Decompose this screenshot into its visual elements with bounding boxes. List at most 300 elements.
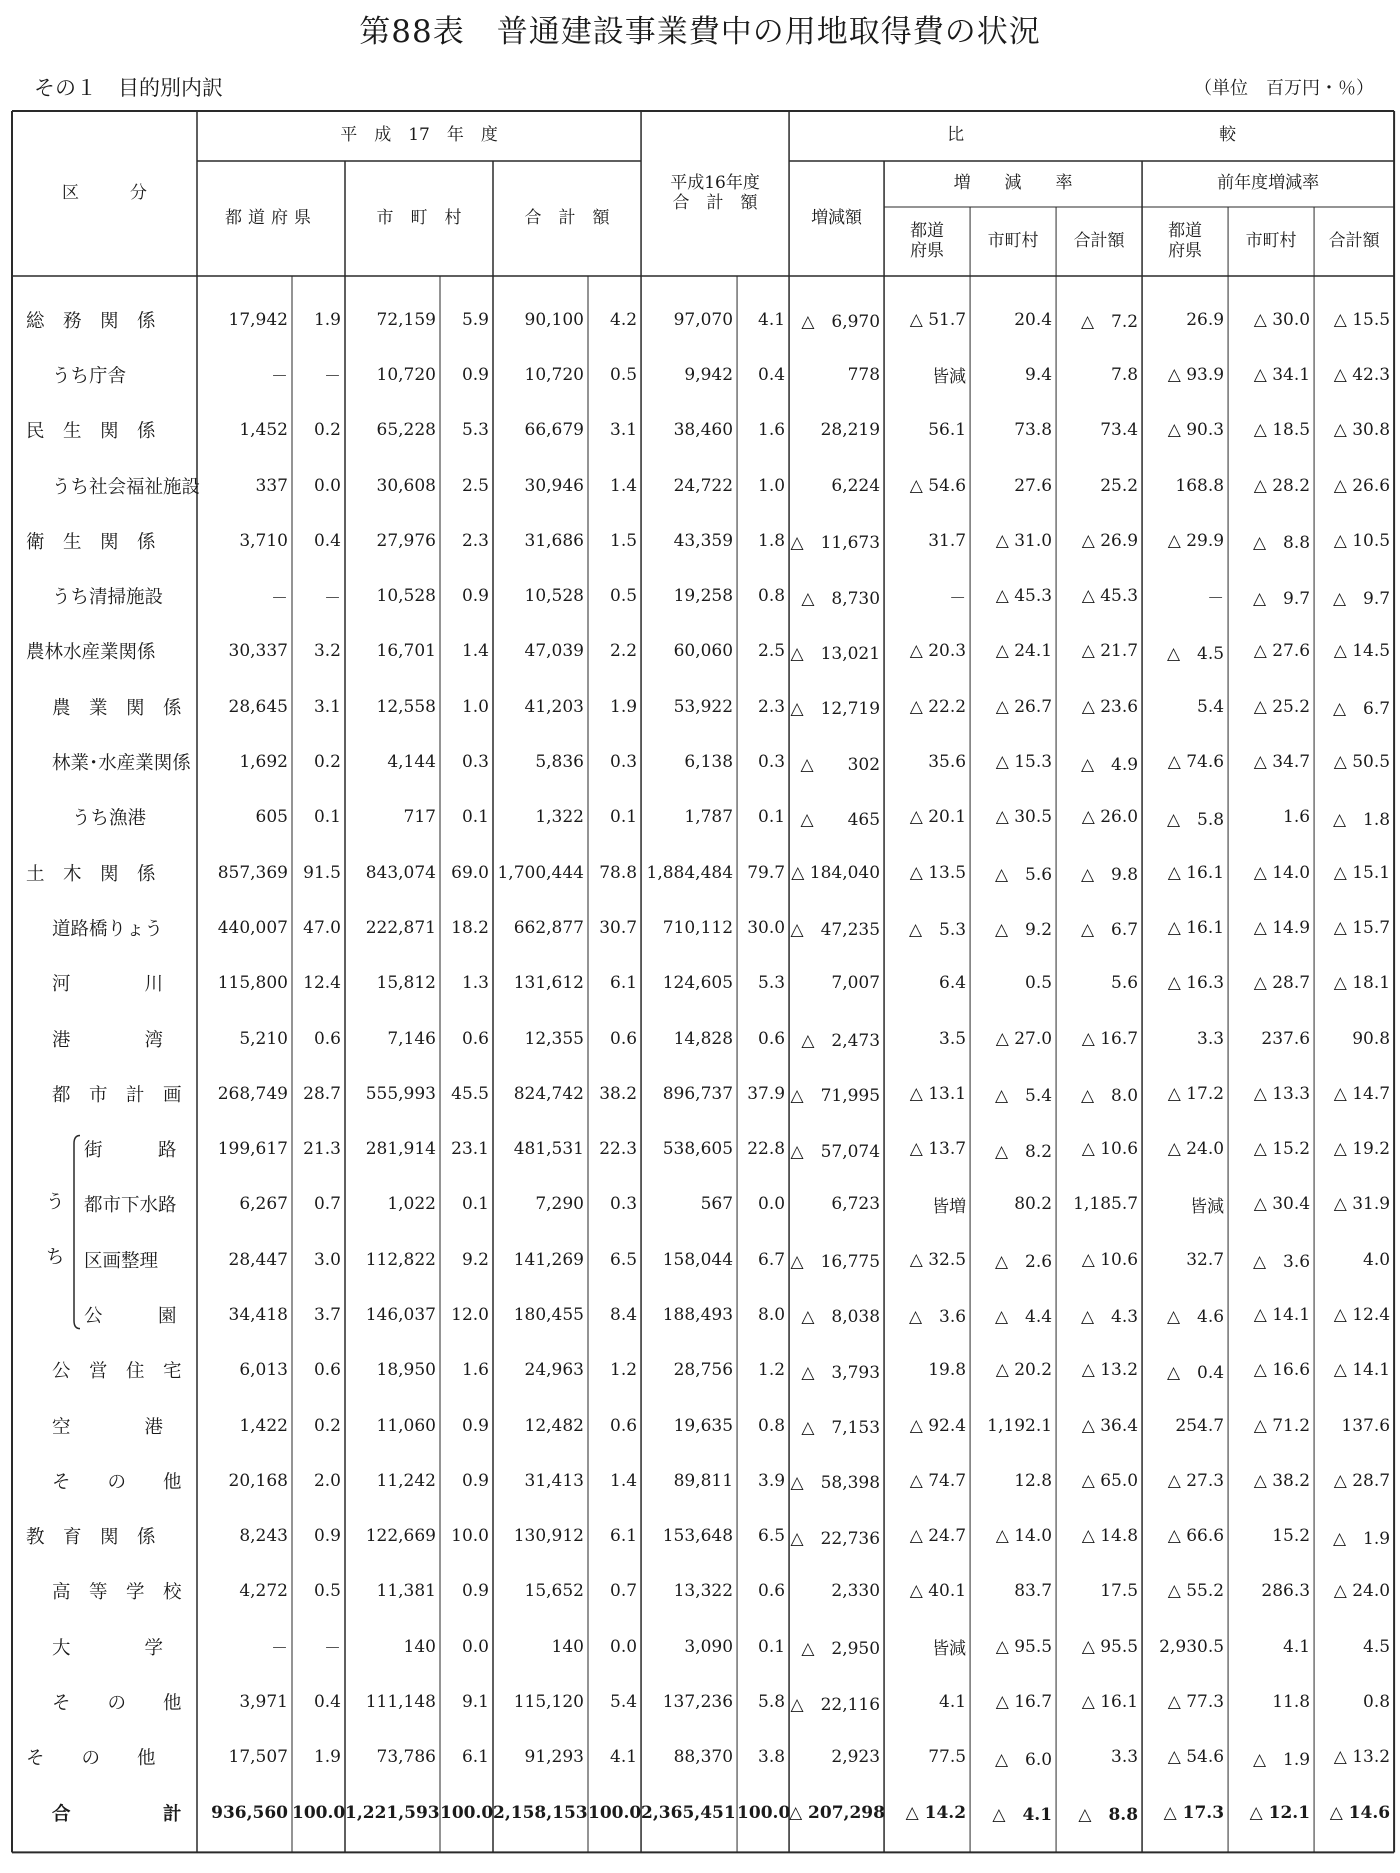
cell: △ 95.5 [995,1636,1053,1657]
cell: △ 12,719 [790,699,881,720]
cell: △ 92.4 [909,1415,967,1436]
cell: 31,413 [524,1470,584,1491]
row-label: 都 市 計 画 [52,1084,182,1106]
cell: △ 90.3 [1167,420,1225,441]
cell: 1.4 [610,1470,638,1491]
cell: △ 15.5 [1333,309,1391,330]
cell: △ 14.7 [1333,1083,1391,1104]
row-label: うち社会福祉施設 [52,476,201,498]
cell: 10,528 [376,586,436,607]
cell: 47.0 [303,917,341,938]
cell: 6,723 [831,1194,881,1215]
table-row [12,900,1394,955]
table-row [12,679,1394,734]
cell: △ 30.5 [995,807,1053,828]
cell: 5,210 [239,1028,288,1049]
cell: △ 9.7 [1252,588,1311,609]
cell: △ 9.2 [994,920,1053,941]
cell: △ 5.4 [994,1086,1053,1107]
cell: 25.2 [1100,475,1139,496]
cell: 3.3 [1197,1028,1225,1049]
cell: 28,756 [673,1360,734,1381]
header-sub-gokei-2: 合計額 [1328,230,1380,251]
cell: △ 31.0 [995,530,1053,551]
cell: 65,228 [376,420,436,441]
cell: 9.2 [461,1249,489,1270]
cell: 254.7 [1175,1415,1225,1436]
cell: △ 14.0 [1253,862,1311,883]
cell: △ 65.0 [1081,1470,1139,1491]
cell: △ 184,040 [791,862,881,883]
table-row [12,1398,1394,1453]
cell: 1.6 [758,420,786,441]
cell: △ 45.3 [1081,586,1139,607]
cell: 555,993 [365,1083,436,1104]
row-label: 民 生 関 係 [26,421,156,443]
cell: △ 16.1 [1167,862,1225,883]
cell: 5,836 [535,752,584,773]
cell: △ 27.6 [1253,641,1311,662]
cell: － [1207,588,1225,609]
cell: △ 3.6 [908,1307,967,1328]
cell: △ 28.2 [1253,475,1311,496]
cell: 158,044 [662,1249,734,1270]
cell: 2.3 [758,696,786,717]
cell: 2.5 [461,475,489,496]
cell: △ 17.2 [1167,1083,1225,1104]
cell: 1.2 [610,1360,638,1381]
cell: 115,120 [513,1692,584,1713]
table-row [12,403,1394,458]
cell: △ 5.8 [1166,809,1225,830]
row-label: 教 育 関 係 [26,1527,156,1549]
cell: 0.9 [461,364,489,385]
row-label: 林業･水産業関係 [52,753,191,775]
cell: 1,422 [239,1415,288,1436]
cell: 7,146 [387,1028,436,1049]
cell: 28,645 [228,696,288,717]
cell: △ 26.0 [1081,807,1139,828]
table-row [12,1066,1394,1121]
row-label: 高 等 学 校 [52,1582,182,1604]
cell: △ 95.5 [1081,1636,1139,1657]
cell: 22.8 [747,1139,786,1160]
cell: △ 57,074 [790,1141,881,1162]
cell: 122,669 [365,1526,436,1547]
cell: 0.1 [610,807,638,828]
cell: 0.9 [461,1581,489,1602]
cell: △ 31.9 [1333,1194,1391,1215]
cell: 440,007 [217,917,288,938]
cell: △ 22.2 [909,696,967,717]
cell: 100.0 [440,1802,494,1823]
cell: △ 10.6 [1081,1249,1139,1270]
cell: △ 13.3 [1253,1083,1311,1104]
cell: 11.8 [1272,1692,1311,1713]
cell: 0.9 [461,586,489,607]
cell: △ 8.2 [994,1141,1053,1162]
cell: 268,749 [217,1083,288,1104]
cell: 137.6 [1341,1415,1391,1436]
cell: 1.6 [1283,807,1311,828]
cell: 20.4 [1014,309,1053,330]
table-row [12,734,1394,789]
cell: △ 3.6 [1252,1252,1311,1273]
cell: 皆増 [932,1196,967,1217]
cell: △ 16.7 [1081,1028,1139,1049]
cell: 0.2 [313,1415,341,1436]
cell: 4.5 [1363,1636,1391,1657]
cell: △ 207,298 [789,1802,885,1823]
cell: △ 14.6 [1329,1802,1391,1823]
cell: △ 21.7 [1081,641,1139,662]
cell: 12.8 [1014,1470,1053,1491]
cell: △ 16.7 [995,1692,1053,1713]
cell: △ 4.5 [1166,643,1225,664]
cell: 1,452 [239,420,288,441]
cell: 10.0 [451,1526,489,1547]
cell: △ 30.8 [1333,420,1391,441]
cell: 3.5 [939,1028,967,1049]
table-row [12,956,1394,1011]
cell: △ 28.7 [1253,973,1311,994]
cell: 857,369 [217,862,288,883]
header-zogengaku: 増減額 [811,207,863,228]
cell: △ 29.9 [1167,530,1225,551]
cell: △ 34.7 [1253,752,1311,773]
cell: 77.5 [928,1747,967,1768]
cell: 0.4 [313,530,341,551]
cell: △ 34.1 [1253,364,1311,385]
cell: △ 16.3 [1167,973,1225,994]
cell: 3,090 [684,1636,734,1657]
cell: △ 8,038 [801,1307,881,1328]
cell: 19,635 [673,1415,734,1436]
cell: △ 2.6 [994,1252,1053,1273]
cell: △ 22,116 [790,1694,881,1715]
cell: 100.0 [588,1802,642,1823]
cell: 0.2 [313,752,341,773]
cell: 0.0 [610,1636,638,1657]
cell: 6,267 [239,1194,288,1215]
row-label: うち漁港 [72,808,147,830]
cell: 1,692 [239,752,288,773]
cell: 0.8 [758,586,786,607]
cell: 2.3 [461,530,489,551]
cell: 4.1 [939,1692,967,1713]
cell: 4.1 [758,309,786,330]
cell: 180,455 [513,1304,584,1325]
cell: 34,418 [228,1304,288,1325]
header-h17: 平 成 17 年 度 [340,125,498,146]
row-label: 公 営 住 宅 [52,1361,182,1383]
cell: 0.4 [313,1692,341,1713]
row-label: 区画整理 [84,1250,159,1272]
cell: 1.4 [610,475,638,496]
cell: 824,742 [513,1083,584,1104]
cell: 30,608 [376,475,436,496]
cell: △ 51.7 [909,309,967,330]
cell: 1,787 [684,807,734,828]
row-label: 都市下水路 [84,1195,177,1217]
header-sub-todofuken-2: 都道 府県 [1168,220,1203,261]
table-body [12,276,1394,1852]
cell: 12.4 [303,973,341,994]
cell: 79.7 [747,862,786,883]
cell: 1.0 [461,696,489,717]
cell: 73,786 [376,1747,436,1768]
cell: △ 13.2 [1081,1360,1139,1381]
cell: △ 14.2 [905,1802,967,1823]
cell: 16,701 [376,641,436,662]
cell: 72,159 [376,309,436,330]
cell: 100.0 [292,1802,346,1823]
cell: 2.5 [758,641,786,662]
header-hikaku: 比 較 [947,125,1237,146]
cell: 662,877 [513,917,584,938]
row-label: うち庁舎 [52,365,127,387]
cell: △ 4.6 [1166,1307,1225,1328]
cell: 8.0 [758,1304,786,1325]
cell: 26.9 [1186,309,1225,330]
cell: 0.6 [461,1028,489,1049]
cell: － [949,588,967,609]
uchi-char: う [46,1192,65,1214]
cell: 717 [403,807,436,828]
cell: 17,942 [228,309,288,330]
table-row [12,1564,1394,1619]
cell: 5.3 [461,420,489,441]
cell: 0.4 [758,364,786,385]
cell: △ 16.1 [1081,1692,1139,1713]
cell: 6.1 [610,973,638,994]
cell: △ 36.4 [1081,1415,1139,1436]
cell: △ 26.7 [995,696,1053,717]
cell: 73.8 [1014,420,1053,441]
page-title: 第88表 普通建設事業費中の用地取得費の状況 [359,14,1041,50]
cell: 27,976 [376,530,436,551]
row-label: そ の 他 [26,1748,156,1770]
table-row [12,1232,1394,1287]
cell: △ 24.0 [1167,1139,1225,1160]
table-row [12,1011,1394,1066]
header-h16: 平成16年度 合 計 額 [670,172,760,213]
cell: △ 15.1 [1333,862,1391,883]
cell: 13,322 [673,1581,734,1602]
cell: 0.8 [758,1415,786,1436]
cell: 90,100 [524,309,584,330]
cell: 35.6 [928,752,967,773]
cell: 3.0 [313,1249,341,1270]
cell: 6.5 [610,1249,638,1270]
row-label: 空 港 [52,1416,164,1438]
cell: 778 [847,364,881,385]
cell: 538,605 [662,1139,734,1160]
cell: △ 6,970 [801,312,881,333]
cell: 710,112 [662,917,734,938]
cell: 38,460 [673,420,734,441]
cell: 6.1 [461,1747,489,1768]
cell: 27.6 [1014,475,1053,496]
header-sub-shichoson-2: 市町村 [1245,230,1297,251]
cell: 7,290 [535,1194,584,1215]
cell: 31,686 [524,530,584,551]
cell: 0.6 [313,1360,341,1381]
header-sub-gokei-1: 合計額 [1073,230,1125,251]
uchi-bracket-label [46,1175,65,1286]
cell: 0.3 [461,752,489,773]
cell: 168.8 [1175,475,1225,496]
cell: 9,942 [684,364,734,385]
cell: 53,922 [673,696,734,717]
cell: 38.2 [599,1083,638,1104]
cell: 60,060 [673,641,734,662]
row-label: 大 学 [52,1637,164,1659]
cell: － [324,588,341,609]
cell: 88,370 [673,1747,734,1768]
cell: 896,737 [662,1083,734,1104]
cell: 66,679 [524,420,584,441]
cell: 3.3 [1111,1747,1139,1768]
cell: 481,531 [513,1139,584,1160]
cell: △ 30.0 [1253,309,1311,330]
cell: 140 [403,1636,436,1657]
cell: 5.8 [758,1692,786,1713]
cell: 0.7 [610,1581,638,1602]
cell: 1.9 [610,696,638,717]
cell: 0.6 [610,1415,638,1436]
cell: 1,700,444 [497,862,584,883]
cell: △ 13,021 [790,643,881,664]
cell: 222,871 [365,917,436,938]
cell: △ 24.0 [1333,1581,1391,1602]
cell: 0.5 [1025,973,1053,994]
cell: △ 24.1 [995,641,1053,662]
cell: 141,269 [513,1249,584,1270]
cell: △ 12.4 [1333,1304,1391,1325]
cell: 22.3 [599,1139,638,1160]
cell: 153,648 [662,1526,734,1547]
cell: 0.2 [313,420,341,441]
cell: 100.0 [737,1802,791,1823]
cell: 567 [700,1194,734,1215]
table-row [12,845,1394,900]
cell: － [271,1639,288,1660]
cell: △ 4.4 [994,1307,1053,1328]
cell: △ 74.6 [1167,752,1225,773]
table-row [12,1674,1394,1729]
cell: 337 [255,475,288,496]
cell: 11,060 [376,1415,436,1436]
cell: △ 93.9 [1167,364,1225,385]
table-row [12,276,1394,347]
cell: 2,923 [831,1747,881,1768]
cell: 0.3 [610,1194,638,1215]
cell: 19,258 [673,586,734,607]
cell: △ 8.8 [1252,533,1311,554]
cell: △ 18.1 [1333,973,1391,994]
header-zogenritsu: 増 減 率 [953,173,1073,194]
cell: 80.2 [1014,1194,1053,1215]
cell: 0.6 [758,1028,786,1049]
table-row [12,458,1394,513]
cell: 1.9 [313,309,341,330]
cell: 15.2 [1272,1526,1311,1547]
cell: 0.6 [758,1581,786,1602]
row-label: 総 務 関 係 [26,310,156,332]
table-row [12,1287,1394,1342]
cell: 843,074 [365,862,436,883]
cell: 23.1 [451,1139,489,1160]
cell: 1,022 [387,1194,436,1215]
cell: 12,355 [524,1028,584,1049]
cell: △ 10.5 [1333,530,1391,551]
cell: △ 18.5 [1253,420,1311,441]
cell: 1.0 [758,475,786,496]
cell: 30,337 [228,641,288,662]
table-row [12,1177,1394,1232]
cell: 0.6 [610,1028,638,1049]
cell: 0.1 [758,807,786,828]
cell: 5.4 [610,1692,638,1713]
cell: － [324,367,341,388]
cell: 0.5 [610,586,638,607]
cell: 3,710 [239,530,288,551]
cell: 4.2 [610,309,638,330]
cell: △ 50.5 [1333,752,1391,773]
cell: 1,884,484 [646,862,734,883]
cell: 140 [551,1636,584,1657]
cell: △ 8,730 [801,588,881,609]
cell: 1.2 [758,1360,786,1381]
cell: △ 32.5 [909,1249,967,1270]
cell: △ 20.3 [909,641,967,662]
cell: 91,293 [524,1747,584,1768]
cell: △ 58,398 [790,1473,881,1494]
cell: 4,144 [387,752,436,773]
cell: △ 14.1 [1333,1360,1391,1381]
cell: 605 [255,807,288,828]
cell: 0.5 [610,364,638,385]
cell: △ 15.2 [1253,1139,1311,1160]
cell: 4.0 [1363,1249,1391,1270]
cell: △ 11,673 [790,533,881,554]
cell: △ 5.3 [908,920,967,941]
cell: △ 30.4 [1253,1194,1311,1215]
cell: 0.6 [313,1028,341,1049]
header-shichoson: 市 町 村 [376,207,462,228]
cell: 286.3 [1261,1581,1311,1602]
row-label: 公 園 [84,1305,177,1327]
cell: 0.8 [1363,1692,1391,1713]
cell: △ 14.8 [1081,1526,1139,1547]
cell: 115,800 [217,973,288,994]
cell: 0.7 [313,1194,341,1215]
row-label: そ の 他 [52,1693,182,1715]
cell: △ 14.9 [1253,917,1311,938]
cell: △ 13.2 [1333,1747,1391,1768]
cell: △ 4.3 [1080,1307,1139,1328]
cell: △ 16.6 [1253,1360,1311,1381]
cell: 30.0 [747,917,786,938]
data-table [12,111,1394,1852]
cell: 0.5 [313,1581,341,1602]
table-row [12,568,1394,623]
cell: 3.1 [610,420,638,441]
cell: △ 5.6 [994,865,1053,886]
table-row [12,513,1394,568]
table-row [12,1453,1394,1508]
